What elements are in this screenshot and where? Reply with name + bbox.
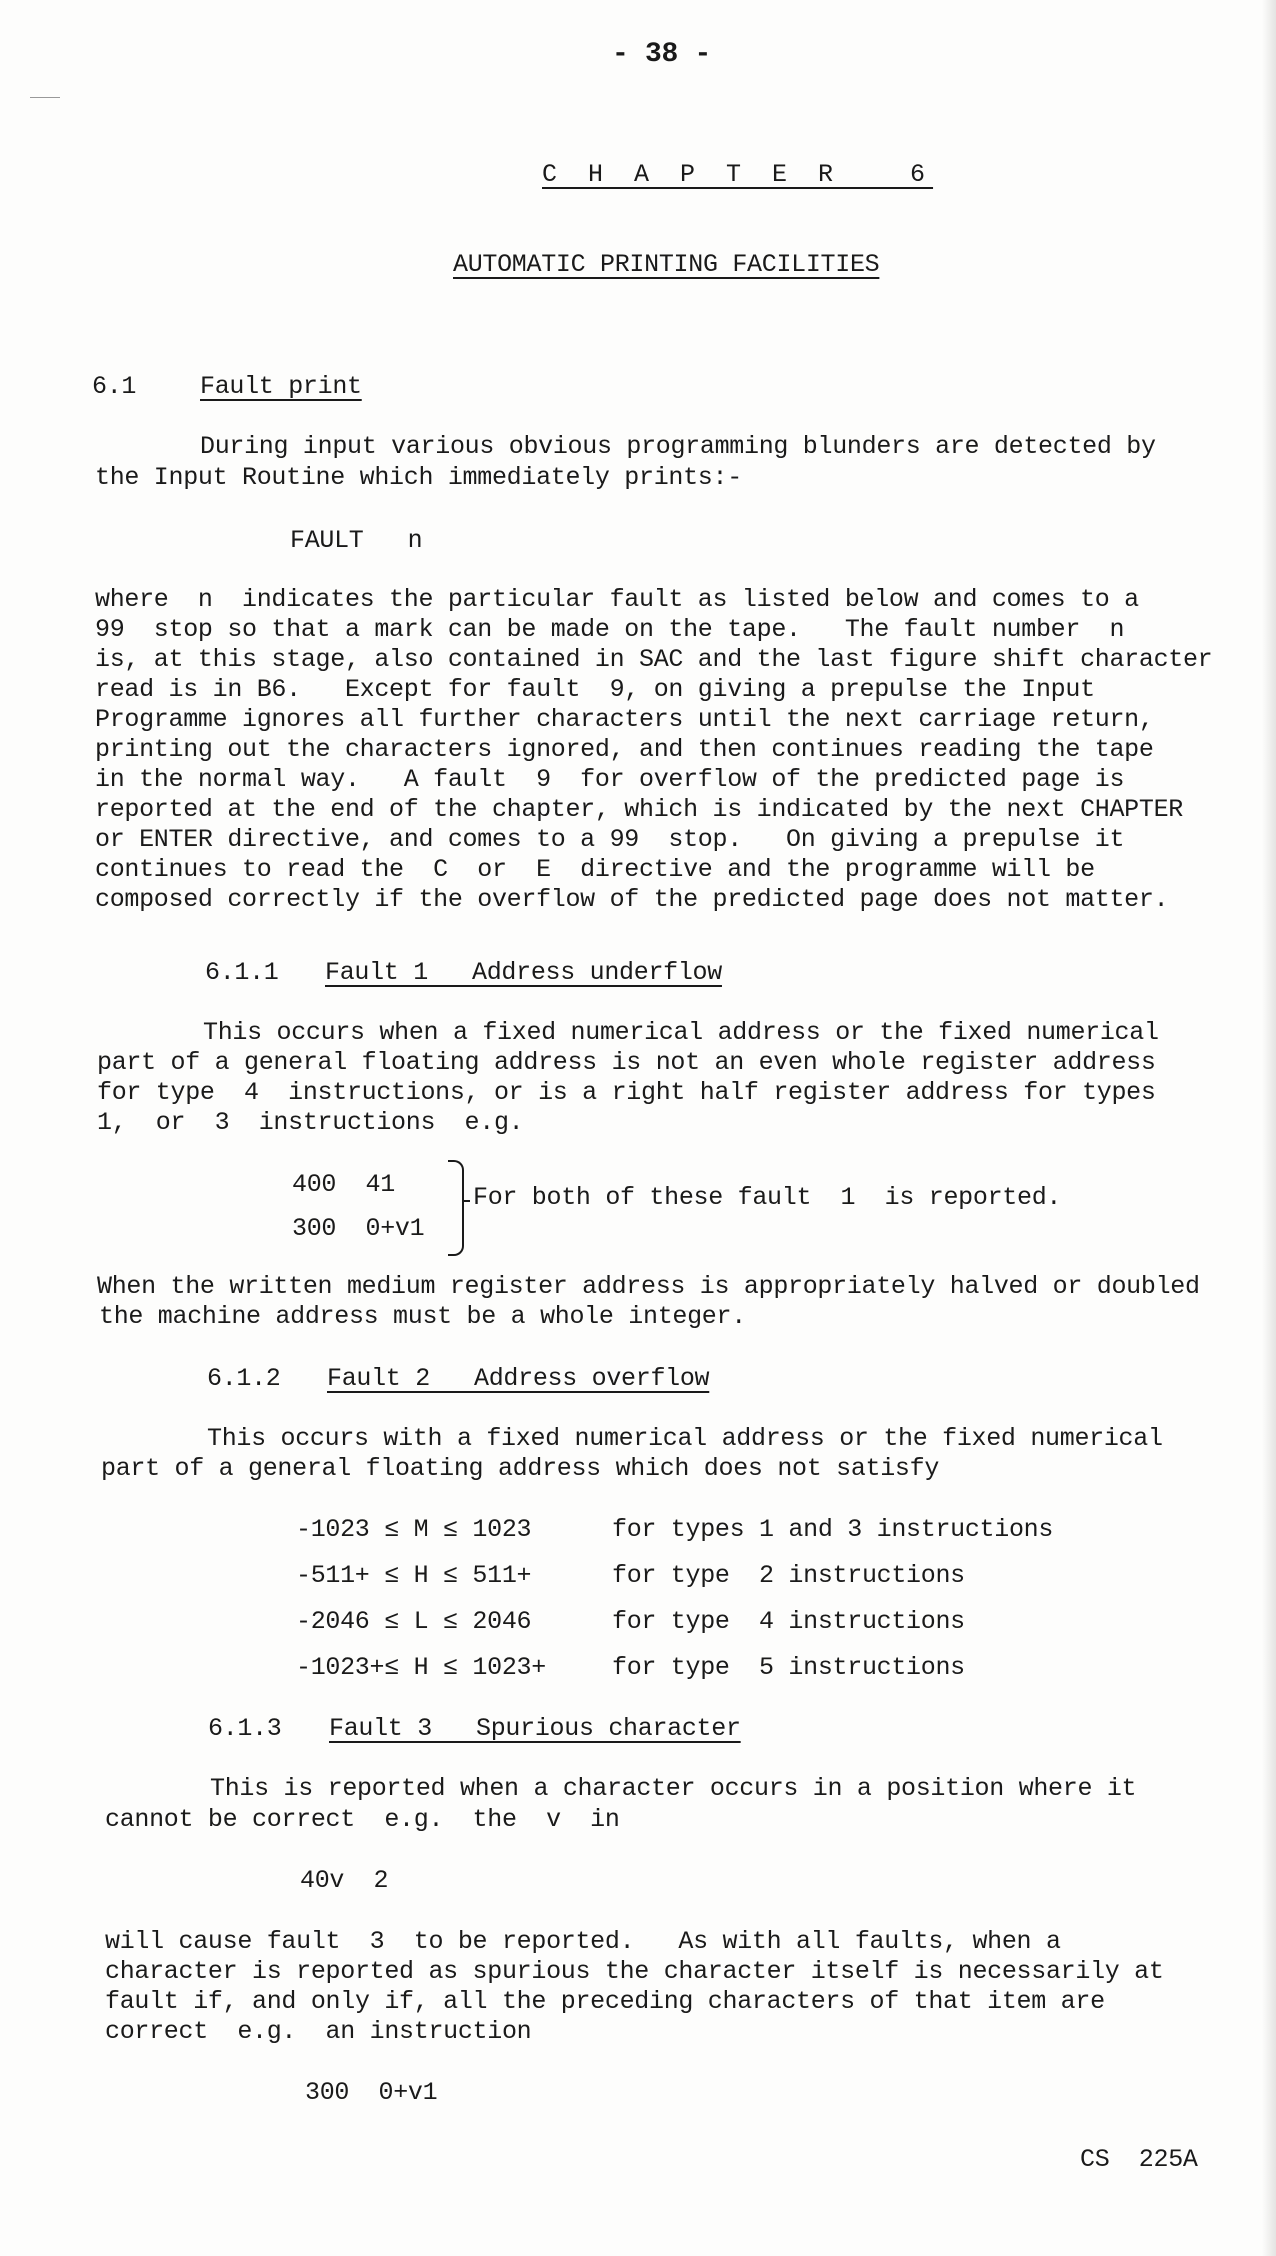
document-code: CS 225A — [1080, 2145, 1198, 2174]
paragraph-line: composed correctly if the overflow of the predicted page does not matter. — [95, 885, 1169, 914]
section-title: Fault print — [200, 372, 362, 401]
paragraph-line: the Input Routine which immediately prints:- — [95, 463, 742, 492]
brace-bracket-tip — [462, 1200, 470, 1202]
condition-range: -1023+≤ H ≤ 1023+ — [296, 1653, 546, 1682]
paragraph-line: is, at this stage, also contained in SAC and the last figure shift character — [95, 645, 1213, 674]
paragraph-line: 1, or 3 instructions e.g. — [97, 1108, 524, 1137]
paragraph-line: will cause fault 3 to be reported. As with all faults, when a — [105, 1927, 1061, 1956]
bracket-note: For both of these fault 1 is reported. — [473, 1183, 1062, 1212]
page-edge-shadow — [1262, 0, 1276, 2256]
paragraph-line: part of a general floating address is not an even whole register address — [97, 1048, 1156, 1077]
subsection-number: 6.1.3 — [208, 1714, 282, 1743]
paragraph-line: When the written medium register address is appropriately halved or doubled — [97, 1272, 1200, 1301]
condition-range: -1023 ≤ M ≤ 1023 — [296, 1515, 532, 1544]
paragraph-line: cannot be correct e.g. the v in — [105, 1805, 620, 1834]
paragraph-line: This occurs with a fixed numerical address or the fixed numerical — [207, 1424, 1163, 1453]
paragraph-line: character is reported as spurious the character itself is necessarily at — [105, 1957, 1164, 1986]
chapter-title: AUTOMATIC PRINTING FACILITIES — [453, 250, 880, 279]
paragraph-line: for type 4 instructions, or is a right half register address for types — [97, 1078, 1156, 1107]
paragraph-line: fault if, and only if, all the preceding characters of that item are — [105, 1987, 1105, 2016]
paragraph-line: read is in B6. Except for fault 9, on giving a prepulse the Input — [95, 675, 1095, 704]
paragraph-line: During input various obvious programming blunders are detected by — [200, 432, 1156, 461]
condition-applies: for type 4 instructions — [612, 1607, 965, 1636]
paragraph-line: reported at the end of the chapter, which is indicated by the next CHAPTER — [95, 795, 1183, 824]
paragraph-line: correct e.g. an instruction — [105, 2017, 532, 2046]
subsection-number: 6.1.2 — [207, 1364, 281, 1393]
condition-range: -511+ ≤ H ≤ 511+ — [296, 1561, 532, 1590]
paragraph-line: Programme ignores all further characters until the next carriage return, — [95, 705, 1154, 734]
section-number: 6.1 — [92, 372, 137, 401]
code-example: 400 41 — [292, 1170, 395, 1199]
paragraph-line: or ENTER directive, and comes to a 99 stop. On giving a prepulse it — [95, 825, 1125, 854]
paragraph-line: continues to read the C or E directive and the programme will be — [95, 855, 1095, 884]
paragraph-line: This occurs when a fixed numerical address or the fixed numerical — [203, 1018, 1159, 1047]
condition-applies: for types 1 and 3 instructions — [612, 1515, 1054, 1544]
condition-applies: for type 2 instructions — [612, 1561, 965, 1590]
paragraph-line: printing out the characters ignored, and then continues reading the tape — [95, 735, 1154, 764]
paragraph-line: in the normal way. A fault 9 for overflow of the predicted page is — [95, 765, 1125, 794]
code-example: FAULT n — [290, 526, 423, 555]
paragraph-line: 99 stop so that a mark can be made on the tape. The fault number n — [95, 615, 1125, 644]
condition-range: -2046 ≤ L ≤ 2046 — [296, 1607, 532, 1636]
subsection-title: Fault 3 Spurious character — [329, 1714, 741, 1743]
stray-mark — [30, 97, 60, 98]
paragraph-line: the machine address must be a whole integer. — [99, 1302, 746, 1331]
chapter-heading: C H A P T E R 6 — [542, 160, 934, 189]
paragraph-line: where n indicates the particular fault as listed below and comes to a — [95, 585, 1139, 614]
code-example: 40v 2 — [300, 1866, 389, 1895]
subsection-title: Fault 2 Address overflow — [327, 1364, 710, 1393]
paragraph-line: part of a general floating address which does not satisfy — [101, 1454, 940, 1483]
page-number: - 38 - — [612, 39, 712, 70]
subsection-number: 6.1.1 — [205, 958, 279, 987]
condition-applies: for type 5 instructions — [612, 1653, 965, 1682]
brace-bracket — [448, 1160, 464, 1256]
code-example: 300 0+v1 — [292, 1214, 425, 1243]
code-example: 300 0+v1 — [305, 2078, 438, 2107]
paragraph-line: This is reported when a character occurs in a position where it — [210, 1774, 1137, 1803]
subsection-title: Fault 1 Address underflow — [325, 958, 722, 987]
